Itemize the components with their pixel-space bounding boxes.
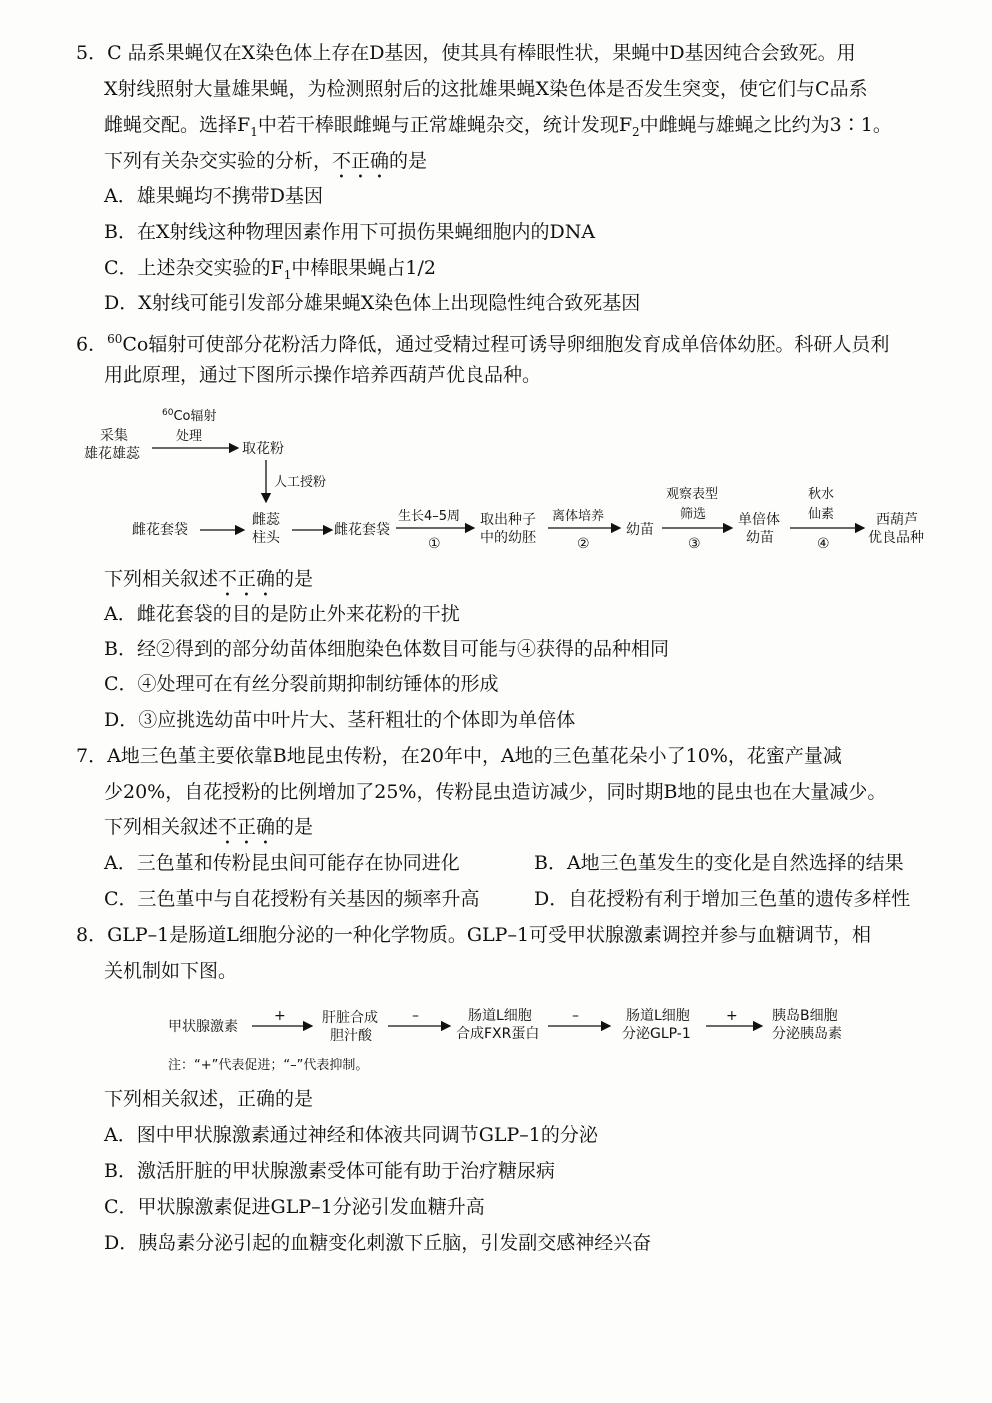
- node-islet-2: 分泌胰岛素: [772, 1026, 842, 1042]
- q5-emphasis: 不正确: [332, 150, 390, 172]
- collect-label-2: 雄花雄蕊: [84, 446, 140, 462]
- flow-diagram-breeding: [70, 400, 950, 560]
- node-lcell-fxr-1: 肠道L细胞: [468, 1008, 532, 1024]
- seedling: 幼苗: [626, 522, 654, 538]
- co-label: [162, 408, 216, 424]
- step-1: ①: [428, 536, 441, 552]
- sign-4: +: [726, 1008, 738, 1024]
- q5-question: [104, 148, 427, 183]
- q8-option-d: D．胰岛素分泌引起的血糖变化刺激下丘脑，引发副交感神经兴奋: [104, 1232, 652, 1254]
- q6-option-a: A．雌花套袋的目的是防止外来花粉的干扰: [104, 603, 460, 625]
- flow-diagram-glp1: [160, 1000, 880, 1050]
- pollinate-label: 人工授粉: [274, 475, 327, 490]
- q6-line-2: 用此原理，通过下图所示操作培养西葫芦优良品种。: [104, 364, 542, 386]
- step-2: ②: [577, 536, 590, 552]
- q8-question: 下列相关叙述，正确的是: [104, 1088, 314, 1110]
- q6-question-lead: 下列相关叙述: [104, 568, 219, 590]
- q5-line-3-part-a: 雌蝇交配。选择F: [104, 114, 251, 136]
- treat-label: 处理: [176, 429, 203, 444]
- q7-question-tail: 的是: [275, 816, 314, 838]
- grow-label: 生长4–5周: [398, 509, 461, 524]
- q5-line-2: X射线照射大量雄果蝇，为检测照射后的这批雄果蝇X染色体是否发生突变，使它们与C品系: [104, 78, 868, 100]
- final-1: 西葫芦: [876, 512, 918, 528]
- co-sup: 60: [162, 408, 174, 418]
- q6-number: 6．: [76, 333, 108, 356]
- sign-1: +: [274, 1008, 286, 1024]
- stigma-1: 雌蕊: [252, 512, 280, 528]
- embryo-2: 中的幼胚: [480, 530, 536, 546]
- q7-emphasis: 不正确: [218, 816, 276, 838]
- q7-option-b: B．A地三色堇发生的变化是自然选择的结果: [534, 852, 904, 874]
- q5-option-a: A．雄果蝇均不携带D基因: [104, 185, 323, 207]
- q6-line-1: 6．$^{60}$Co辐射可使部分花粉活力降低，通过受精过程可诱导卵细胞发育成单倍体幼胚。科研人员利: [76, 332, 890, 356]
- q6-option-b: B．经②得到的部分幼苗体细胞染色体数目可能与④获得的品种相同: [104, 638, 669, 660]
- sign-3: –: [572, 1008, 579, 1024]
- q7-option-a: A．三色堇和传粉昆虫间可能存在协同进化: [104, 852, 460, 874]
- q8-option-b: B．激活肝脏的甲状腺激素受体可能有助于治疗糖尿病: [104, 1160, 555, 1182]
- observe-label-1: 观察表型: [666, 487, 719, 502]
- node-liver-2: 胆汁酸: [330, 1028, 372, 1044]
- colchicine-2: 仙素: [808, 507, 835, 522]
- observe-label-2: 筛选: [680, 507, 707, 522]
- bag-2: 雌花套袋: [334, 522, 390, 538]
- q6-option-c: C．④处理可在有丝分裂前期抑制纺锤体的形成: [104, 673, 499, 695]
- node-lcell-fxr-2: 合成FXR蛋白: [456, 1026, 540, 1042]
- q5-option-c-tail: 中棒眼果蝇占1/2: [291, 257, 436, 279]
- q7-option-c: C．三色堇中与自花授粉有关基因的频率升高: [104, 888, 480, 910]
- q8-line-1: 8．GLP–1是肠道L细胞分泌的一种化学物质。GLP–1可受甲状腺激素调控并参与血糖调节，相: [76, 924, 872, 946]
- q6-question: [104, 566, 313, 601]
- co-text: Co辐射: [173, 409, 217, 424]
- q6-line-1-text: Co辐射可使部分花粉活力降低，通过受精过程可诱导卵细胞发育成单倍体幼胚。科研人员利: [122, 333, 890, 356]
- q7-line-2: 少20%，自花授粉的比例增加了25%，传粉昆虫造访减少，同时期B地的昆虫也在大量减少。: [104, 781, 887, 803]
- q5-option-c-lead: C．上述杂交实验的F: [104, 257, 284, 279]
- q5-line-1: 5．C 品系果蝇仅在X染色体上存在D基因，使其具有棒眼性状，果蝇中D基因纯合会致死。用: [76, 42, 856, 64]
- q8-option-c: C．甲状腺激素促进GLP–1分泌引发血糖升高: [104, 1196, 485, 1218]
- q7-question: [104, 814, 313, 849]
- q5-line-3-part-c: 中雌蝇与雄蝇之比约为3∶1。: [639, 114, 892, 136]
- q5-question-tail: 的是: [389, 150, 428, 172]
- culture-label: 离体培养: [552, 509, 605, 524]
- step-3: ③: [688, 536, 701, 552]
- diagram-note: 注：“+”代表促进；“–”代表抑制。: [168, 1058, 369, 1073]
- colchicine-1: 秋水: [808, 487, 835, 502]
- q8-option-a: A．图中甲状腺激素通过神经和体液共同调节GLP–1的分泌: [104, 1124, 598, 1146]
- sign-2: –: [412, 1008, 419, 1024]
- haploid-1: 单倍体: [738, 512, 780, 528]
- q7-option-d: D．自花授粉有利于增加三色堇的遗传多样性: [534, 888, 911, 910]
- q5-option-d: D．X射线可能引发部分雄果蝇X染色体上出现隐性纯合致死基因: [104, 292, 641, 314]
- q5-line-3: 雌蝇交配。选择$F_1$中若干棒眼雌蝇与正常雄蝇杂交，统计发现$F_2$中雌蝇与雄蝇之比约为3∶1。: [104, 114, 892, 139]
- take-pollen: 取花粉: [242, 441, 284, 457]
- final-2: 优良品种: [868, 530, 924, 546]
- haploid-2: 幼苗: [746, 530, 774, 546]
- collect-label-1: 采集: [100, 428, 128, 444]
- embryo-1: 取出种子: [480, 512, 536, 528]
- node-lcell-glp-2: 分泌GLP-1: [622, 1026, 691, 1042]
- q7-question-lead: 下列相关叙述: [104, 816, 219, 838]
- q5-line-3-part-b: 中若干棒眼雌蝇与正常雄蝇杂交，统计发现F: [257, 114, 633, 136]
- node-liver-1: 肝脏合成: [322, 1010, 378, 1026]
- q6-question-tail: 的是: [275, 568, 314, 590]
- step-4: ④: [817, 536, 830, 552]
- q8-line-2: 关机制如下图。: [104, 960, 238, 982]
- q5-question-lead: 下列有关杂交实验的分析，: [104, 150, 333, 172]
- bag-1: 雌花套袋: [132, 522, 188, 538]
- node-islet-1: 胰岛B细胞: [772, 1008, 838, 1024]
- q6-option-d: D．③应挑选幼苗中叶片大、茎秆粗壮的个体即为单倍体: [104, 709, 576, 731]
- q5-option-b: B．在X射线这种物理因素作用下可损伤果蝇细胞内的DNA: [104, 221, 596, 243]
- node-lcell-glp-1: 肠道L细胞: [626, 1008, 690, 1024]
- q6-emphasis: 不正确: [218, 568, 276, 590]
- q5-option-c: C．上述杂交实验的$F_1$中棒眼果蝇占1/2: [104, 257, 436, 282]
- stigma-2: 柱头: [252, 530, 280, 546]
- node-thyroid-hormone: 甲状腺激素: [168, 1019, 238, 1035]
- q7-line-1: 7．A地三色堇主要依靠B地昆虫传粉，在20年中，A地的三色堇花朵小了10%，花蜜产量减: [76, 745, 842, 767]
